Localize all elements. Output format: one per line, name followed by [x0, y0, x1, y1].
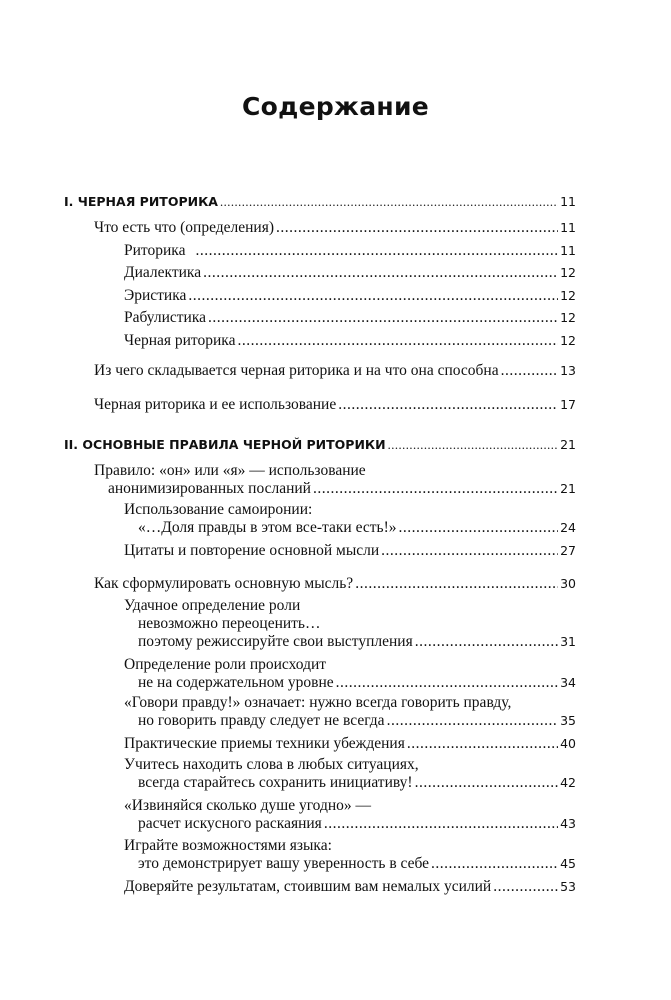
toc-entry-definitions[interactable] — [94, 218, 576, 238]
toc-entry-part-1[interactable] — [64, 192, 576, 212]
leader-dots — [313, 479, 558, 499]
toc-entry-role[interactable] — [138, 632, 576, 652]
toc-entry-label: I. ЧЕРНАЯ РИТОРИКА — [64, 194, 218, 209]
toc-entry-usage[interactable] — [94, 395, 576, 415]
toc-entry-role-level[interactable] — [138, 673, 576, 693]
leader-dots — [415, 632, 558, 652]
leader-dots — [381, 541, 558, 561]
toc-entry-label: это демонстрирует вашу уверенность в себе — [138, 855, 430, 872]
toc-entry-page: 17 — [560, 397, 576, 412]
toc-entry-label: Эристика — [124, 287, 187, 304]
leader-dots — [388, 435, 558, 455]
toc-entry-page: 42 — [560, 775, 576, 790]
toc-entry-label: анонимизированных посланий — [108, 480, 311, 497]
toc-entry-page: 12 — [560, 265, 576, 280]
toc-entry-results[interactable] — [124, 877, 576, 897]
toc-entry-page: 30 — [560, 576, 576, 591]
leader-dots — [355, 574, 558, 594]
leader-dots — [431, 854, 558, 874]
toc-entry-label: Диалектика — [124, 264, 202, 281]
toc-entry-label: «…Доля правды в этом все-таки есть!» — [138, 519, 397, 536]
toc-entry-page: 34 — [560, 675, 576, 690]
toc-entry-page: 11 — [560, 220, 576, 235]
leader-dots — [208, 308, 558, 328]
toc-entry-dialectics[interactable] — [124, 263, 576, 283]
toc-entry-label: не на содержательном уровне — [138, 674, 334, 691]
toc-entry-persuasion[interactable] — [124, 734, 576, 754]
toc-entry-label: Практические приемы техники убеждения — [124, 735, 405, 752]
toc-entry-eristics[interactable] — [124, 286, 576, 306]
toc-entry-self-irony[interactable] — [138, 518, 576, 538]
toc-entry-label: Риторика — [124, 242, 186, 259]
toc-entry-role-line2: невозможно переоценить… — [138, 615, 321, 632]
leader-dots — [398, 518, 558, 538]
toc-entry-label: II. ОСНОВНЫЕ ПРАВИЛА ЧЕРНОЙ РИТОРИКИ — [64, 437, 386, 452]
toc-entry-initiative[interactable] — [138, 773, 576, 793]
toc-entry-truth[interactable] — [138, 711, 576, 731]
toc-entry-label: Черная риторика — [124, 332, 236, 349]
toc-entry-page: 11 — [560, 194, 576, 209]
toc-entry-page: 35 — [560, 713, 576, 728]
toc-entry-truth-line1: «Говори правду!» означает: нужно всегда говорить правду, — [124, 694, 512, 711]
toc-entry-label: Что есть что (определения) — [94, 219, 275, 236]
toc-entry-role-line1: Удачное определение роли — [124, 597, 301, 614]
page-title: Содержание — [241, 92, 430, 121]
leader-dots — [493, 877, 558, 897]
leader-dots — [501, 361, 559, 381]
toc-entry-page: 31 — [560, 634, 576, 649]
toc-entry-quotes[interactable] — [124, 541, 576, 561]
toc-entry-label: Черная риторика и ее использование — [94, 396, 337, 413]
toc-entry-page: 13 — [560, 363, 576, 378]
leader-dots — [338, 395, 558, 415]
leader-dots — [415, 773, 559, 793]
toc-entry-page: 21 — [560, 481, 576, 496]
toc-entry-main-idea[interactable] — [94, 574, 576, 594]
toc-entry-part-2[interactable] — [64, 435, 576, 455]
toc-entry-label: Как сформулировать основную мысль? — [94, 575, 354, 592]
toc-entry-page: 24 — [560, 520, 576, 535]
toc-entry-rule[interactable] — [108, 479, 576, 499]
toc-entry-composition[interactable] — [94, 361, 576, 381]
toc-entry-label: Из чего складывается черная риторика и на что она способна — [94, 362, 499, 379]
leader-dots — [203, 263, 558, 283]
toc-entry-rabulistics[interactable] — [124, 308, 576, 328]
leader-dots — [237, 331, 558, 351]
toc-entry-page: 43 — [560, 816, 576, 831]
toc-entry-label: всегда старайтесь сохранить инициативу! — [138, 774, 413, 791]
leader-dots — [220, 192, 558, 212]
toc-entry-language[interactable] — [138, 854, 576, 874]
toc-entry-page: 12 — [560, 333, 576, 348]
toc-entry-role-level-line1: Определение роли происходит — [124, 656, 327, 673]
toc-entry-label: но говорить правду следует не всегда — [138, 712, 385, 729]
toc-entry-page: 12 — [560, 310, 576, 325]
toc-entry-language-line1: Играйте возможностями языка: — [124, 837, 332, 854]
toc-entry-page: 21 — [560, 437, 576, 452]
leader-dots — [188, 286, 558, 306]
leader-dots — [276, 218, 558, 238]
toc-entry-label: поэтому режиссируйте свои выступления — [138, 633, 413, 650]
leader-dots — [387, 711, 559, 731]
leader-dots — [195, 241, 558, 261]
toc-entry-page: 11 — [560, 243, 576, 258]
leader-dots — [407, 734, 558, 754]
toc-entry-page: 27 — [560, 543, 576, 558]
toc-entry-label: расчет искусного раскаяния — [138, 815, 322, 832]
toc-entry-page: 53 — [560, 879, 576, 894]
toc-entry-rhetoric[interactable] — [124, 241, 576, 261]
toc-entry-page: 12 — [560, 288, 576, 303]
toc-entry-label: Цитаты и повторение основной мысли — [124, 542, 380, 559]
leader-dots — [324, 814, 558, 834]
toc-entry-black-rhetoric[interactable] — [124, 331, 576, 351]
toc-entry-rule-line1: Правило: «он» или «я» — использование — [94, 462, 366, 479]
toc-entry-apology[interactable] — [138, 814, 576, 834]
toc-entry-label: Рабулистика — [124, 309, 207, 326]
toc-entry-self-irony-line1: Использование самоиронии: — [124, 501, 313, 518]
toc-entry-initiative-line1: Учитесь находить слова в любых ситуациях, — [124, 756, 419, 773]
toc-entry-page: 40 — [560, 736, 576, 751]
leader-dots — [336, 673, 558, 693]
toc-entry-page: 45 — [560, 856, 576, 871]
toc-entry-apology-line1: «Извиняйся сколько душе угодно» — — [124, 797, 372, 814]
toc-entry-label: Доверяйте результатам, стоившим вам немалых усилий — [124, 878, 492, 895]
